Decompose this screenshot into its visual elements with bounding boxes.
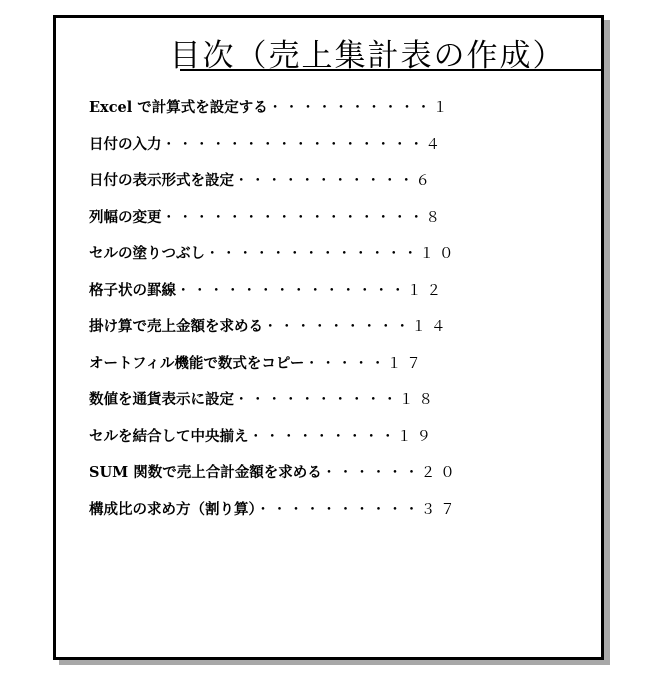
toc-entry-page: １８ (399, 392, 438, 408)
toc-entry (89, 427, 591, 464)
toc-leader-dots: ・・・・・・・・・・ (255, 501, 421, 518)
toc-entry-page: ４ (425, 136, 445, 153)
toc-leader-dots: ・・・・・・・・・ (263, 319, 412, 335)
toc-entry-title: 日付の表示形式を設定 (89, 172, 234, 189)
toc-entry (89, 500, 591, 537)
toc-entry-title: セルの塗りつぶし (89, 245, 205, 262)
toc-entry-page: １２ (407, 282, 446, 299)
title-underline (180, 69, 602, 71)
toc-entry-title: セルを結合して中央揃え (89, 427, 249, 445)
toc-entry-page: ３７ (420, 501, 460, 518)
toc-leader-dots: ・・・・・・ (321, 465, 421, 481)
toc-entry (89, 208, 591, 245)
toc-entry (89, 390, 591, 427)
toc-entry-page: １０ (419, 246, 459, 262)
toc-entry-title: 掛け算で売上金額を求める (89, 318, 263, 335)
toc-entry-page: １４ (411, 319, 451, 335)
toc-leader-dots: ・・・・・・・・・・・ (234, 173, 416, 189)
toc-leader-dots: ・・・・・・・・・・ (234, 392, 399, 408)
toc-entry-title: 格子状の罫線 (89, 281, 176, 299)
toc-leader-dots: ・・・・・・・・・・・・・ (205, 246, 420, 262)
toc-entry (89, 171, 591, 208)
toc-entry-title: オートフィル機能で数式をコピー (89, 354, 305, 372)
toc-entry-title: 構成比の求め方（割り算） (89, 500, 256, 518)
toc-entry (89, 463, 591, 500)
toc-leader-dots: ・・・・・・・・・・・・・・ (176, 282, 407, 299)
toc-leader-dots: ・・・・・ (304, 355, 387, 372)
toc-leader-dots: ・・・・・・・・・・・・・・・・ (161, 136, 426, 153)
toc-entry-title: 列幅の変更 (89, 208, 162, 226)
toc-entry-page: ８ (425, 209, 445, 226)
toc-entry-title: 日付の入力 (89, 135, 162, 153)
toc-entry (89, 98, 591, 135)
toc-entry-page: ６ (415, 173, 435, 189)
toc-list (89, 98, 591, 536)
toc-entry-page: １７ (386, 355, 426, 372)
toc-entry-title: Excel で計算式を設定する (89, 99, 268, 116)
toc-entry-title: SUM 関数で売上合計金額を求める (89, 464, 322, 481)
toc-entry-title: 数値を通貨表示に設定 (89, 391, 234, 408)
toc-entry (89, 317, 591, 354)
page-title: 目次（売上集計表の作成） (169, 38, 566, 74)
toc-entry-page: １９ (397, 428, 436, 445)
toc-entry (89, 135, 591, 172)
toc-entry-page: ２０ (420, 465, 460, 481)
toc-entry (89, 354, 591, 391)
toc-entry (89, 281, 591, 318)
toc-frame (53, 15, 604, 660)
toc-entry-page: １ (432, 100, 453, 116)
toc-leader-dots: ・・・・・・・・・・ (267, 100, 433, 116)
toc-leader-dots: ・・・・・・・・・・・・・・・・ (161, 209, 426, 226)
toc-leader-dots: ・・・・・・・・・ (248, 428, 397, 445)
toc-entry (89, 244, 591, 281)
